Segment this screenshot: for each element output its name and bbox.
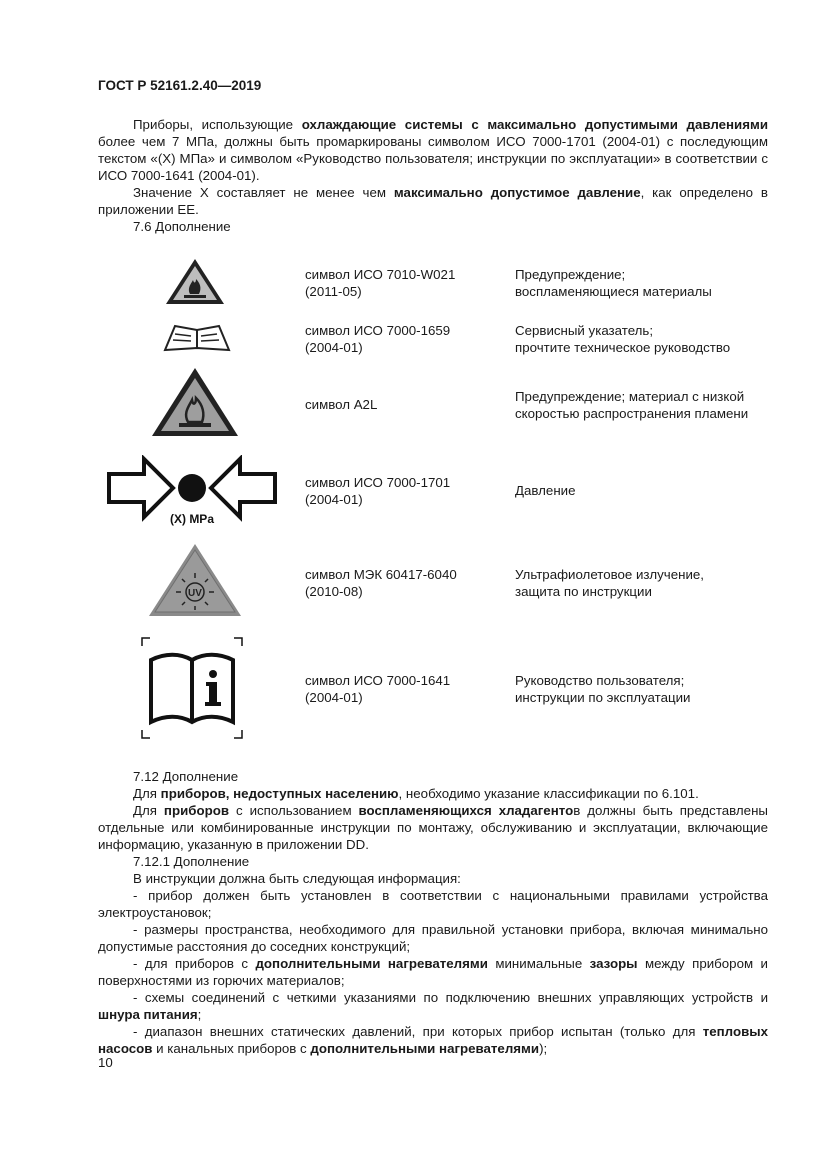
list-item-dimensions: - размеры пространства, необходимого для правильной установки прибора, включая минимально допустимые расстояния до соседних конструкций;	[98, 922, 768, 954]
paragraph-required-info: В инструкции должна быть следующая информация:	[133, 871, 461, 886]
uv-warning-icon	[147, 542, 243, 618]
document-header: ГОСТ Р 52161.2.40—2019	[98, 78, 262, 93]
a2l-warning-icon	[150, 366, 240, 438]
pressure-label: (X) MPa	[169, 512, 215, 526]
paragraph-classification: Для приборов, недоступных населению, необходимо указание классификации по 6.101.	[133, 786, 699, 801]
section-7-6-heading: 7.6 Дополнение	[133, 219, 231, 234]
symbol-ref-1: символ ИСО 7010-W021 (2011-05)	[305, 267, 456, 299]
section-7-12-heading: 7.12 Дополнение	[133, 769, 239, 784]
section-7-12-1-heading: 7.12.1 Дополнение	[133, 854, 250, 869]
symbol-desc-6: Руководство пользователя; инструкции по эксплуатации	[515, 673, 691, 705]
uv-label: UV	[188, 588, 202, 599]
service-manual-icon	[161, 320, 233, 356]
paragraph-markings: Приборы, использующие охлаждающие системы с максимально допустимыми давлениями более чем 7 МПа, должны быть промаркированы символом ИСО 7000-1701 (2004-01) с последующим текстом «(X) МПа» и символом «Руководство пользователя; инструкции по эксплуатации» в соответствии с ИСО 7000-1641 (2004-01).	[98, 117, 768, 183]
list-item-electrical: - прибор должен быть установлен в соответствии с национальными правилами устройства электроустановок;	[98, 888, 768, 920]
list-item-static-pressure: - диапазон внешних статических давлений, при которых прибор испытан (только для тепловых насосов и канальных приборов с дополнительными нагревателями);	[98, 1024, 768, 1056]
user-manual-icon	[140, 636, 244, 740]
page-number: 10	[98, 1055, 113, 1070]
symbol-desc-2: Сервисный указатель; прочтите техническое руководство	[515, 323, 731, 355]
intro-text	[98, 116, 768, 235]
paragraph-value-x: Значение X составляет не менее чем максимально допустимое давление, как определено в приложении ЕЕ.	[98, 185, 768, 217]
paragraph-flammable-refrigerants: Для приборов с использованием воспламеняющихся хладагентов должны быть представлены отдельные или комбинированные инструкции по монтажу, обслуживанию и эксплуатации, включающие информацию, указанную в приложении DD.	[98, 803, 768, 852]
pressure-icon	[106, 455, 278, 527]
symbol-ref-6: символ ИСО 7000-1641 (2004-01)	[305, 673, 451, 705]
symbol-ref-5: символ МЭК 60417-6040 (2010-08)	[305, 567, 457, 599]
list-item-wiring: - схемы соединений с четкими указаниями по подключению внешних управляющих устройств и шнура питания;	[98, 990, 768, 1022]
symbol-desc-4: Давление	[515, 483, 576, 498]
lower-text	[98, 768, 768, 1057]
symbol-desc-1: Предупреждение; воспламеняющиеся материалы	[515, 267, 712, 299]
flammable-warning-icon	[163, 256, 227, 306]
symbol-ref-4: символ ИСО 7000-1701 (2004-01)	[305, 475, 451, 507]
symbol-ref-2: символ ИСО 7000-1659 (2004-01)	[305, 323, 451, 355]
list-item-clearances: - для приборов с дополнительными нагревателями минимальные зазоры между прибором и поверхностями из горючих материалов;	[98, 956, 768, 988]
symbol-ref-3: символ A2L	[305, 397, 378, 412]
symbol-desc-5: Ультрафиолетовое излучение, защита по инструкции	[515, 567, 704, 599]
symbol-desc-3: Предупреждение; материал с низкой скоростью распространения пламени	[515, 389, 749, 421]
